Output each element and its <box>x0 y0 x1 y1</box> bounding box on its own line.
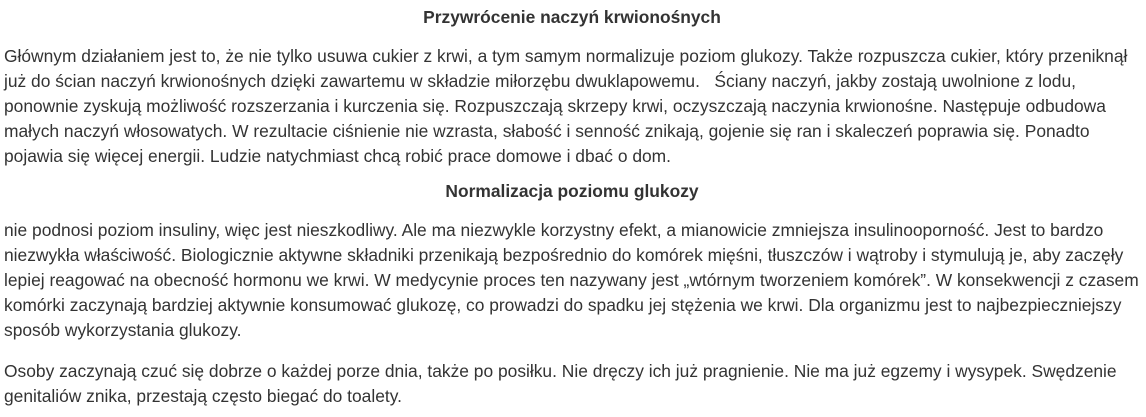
paragraph-wellbeing: Osoby zaczynają czuć się dobrze o każdej porze dnia, także po posiłku. Nie dręczy ich już pragnienie. Nie ma już egzemy i wysypek. Swędzenie genitaliów znika, przestają często biegać do toalety. <box>4 361 1117 406</box>
paragraph-vessel-restoration: Głównym działaniem jest to, że nie tylko usuwa cukier z krwi, a tym samym normalizuje poziom glukozy. Także rozpuszcza cukier, który przeniknął już do ścian naczyń krwionośnych dzięki zawartemu w składzie miłorzębu dwuklapowemu. Ściany naczyń, jakby zostają uwolnione z lodu, ponownie zyskują możliwość rozszerzania i kurczenia się. Rozpuszczają skrzepy krwi, oczyszczają naczynia krwionośne. Następuje odbudowa małych naczyń włosowatych. W rezultacie ciśnienie nie wzrasta, słabość i senność znikają, gojenie się ran i skaleczeń poprawia się. Ponadto pojawia się więcej energii. Ludzie natychmiast chcą robić prace domowe i dbać o dom. <box>4 46 1133 166</box>
paragraph-glucose-normalization: nie podnosi poziom insuliny, więc jest nieszkodliwy. Ale ma niezwykle korzystny efekt, a mianowicie zmniejsza insulinooporność. Jest to bardzo niezwykła właściwość. Biologicznie aktywne składniki przenikają bezpośrednio do komórek mięśni, tłuszczów i wątroby i stymulują je, aby zaczęły lepiej reagować na obecność hormonu we krwi. W medycynie proces ten nazywany jest „wtórnym tworzeniem komórek”. W konsekwencji z czasem komórki zaczynają bardziej aktywnie konsumować glukozę, co prowadzi do spadku jej stężenia we krwi. Dla organizmu jest to najbezpieczniejszy sposób wykorzystania glukozy. <box>4 220 1139 340</box>
section-heading-glucose-normalization: Normalizacja poziomu glukozy <box>445 181 699 201</box>
section-heading-vessel-restoration: Przywrócenie naczyń krwionośnych <box>423 7 721 27</box>
